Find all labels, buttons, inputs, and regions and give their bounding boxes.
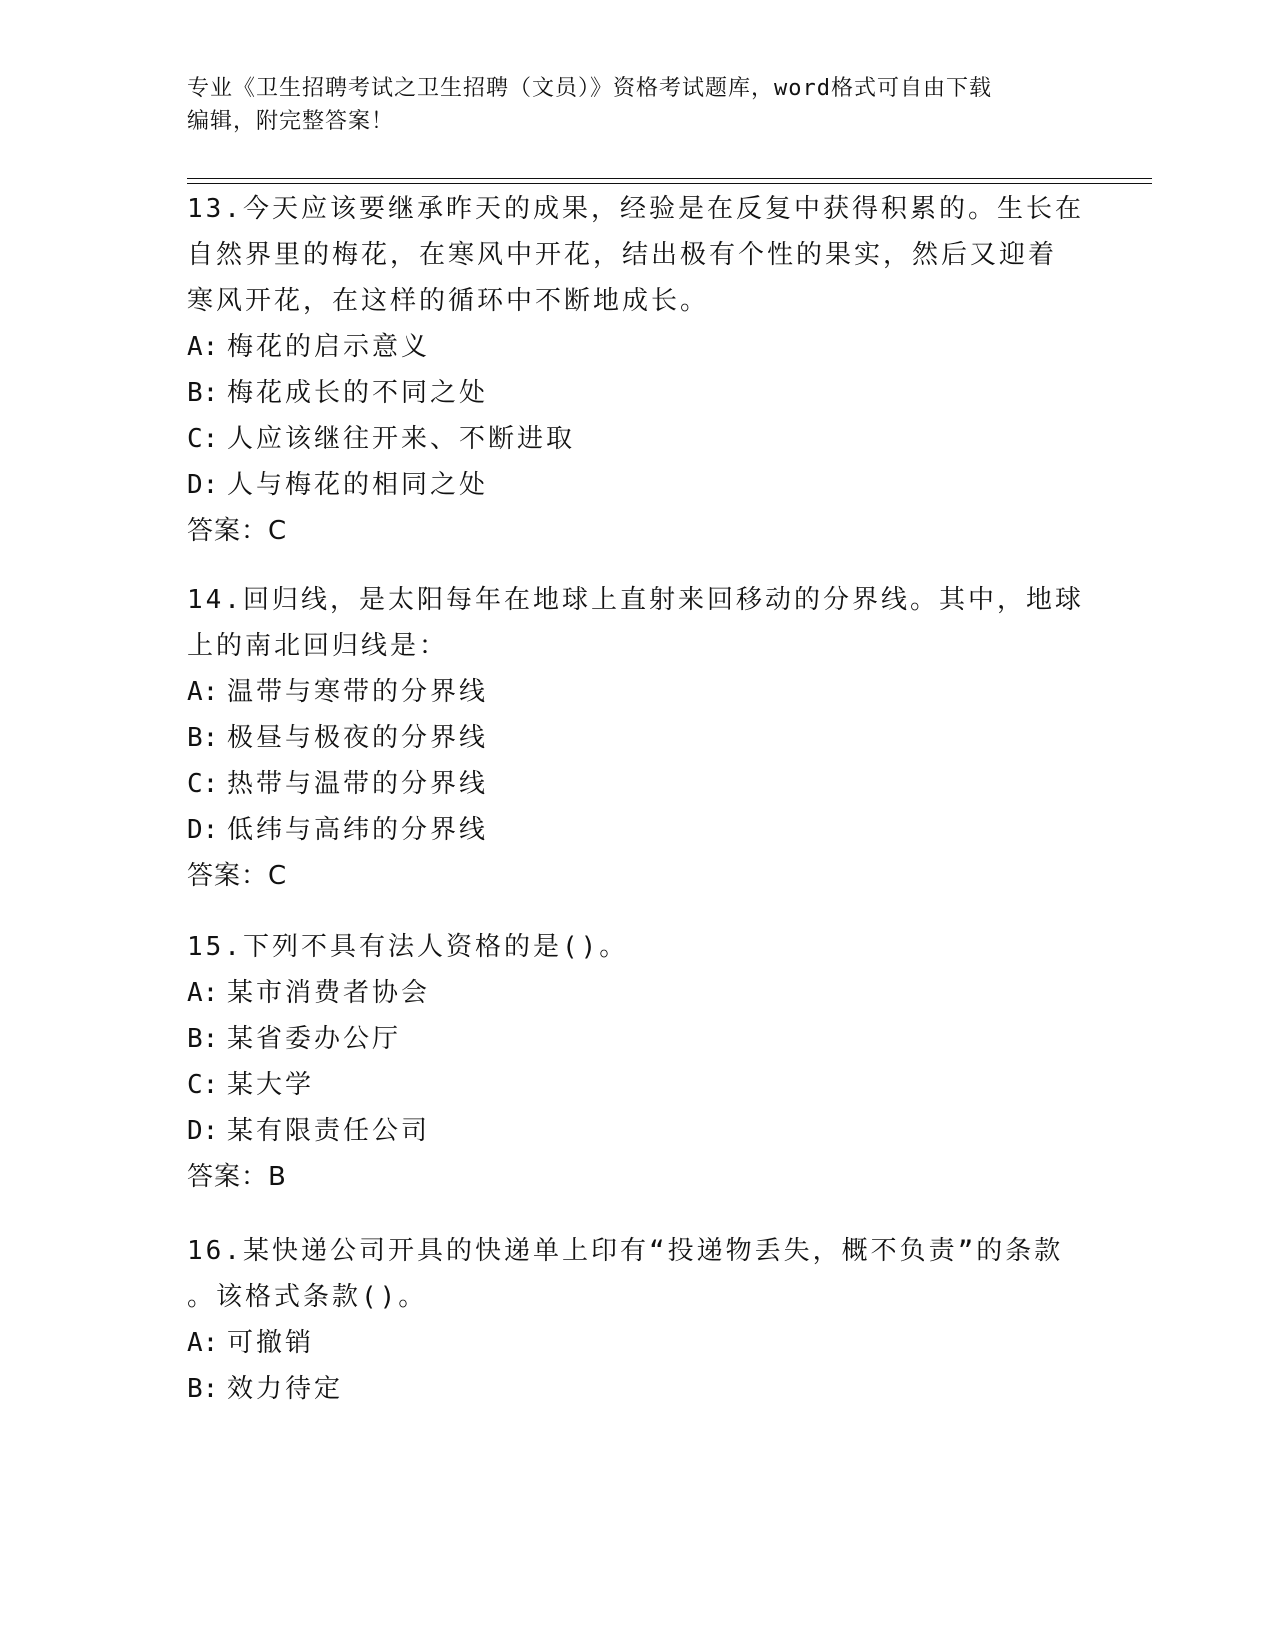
option-text: 某大学 <box>227 1070 315 1100</box>
option-letter: D: <box>187 470 219 500</box>
option-d <box>187 462 1087 508</box>
question-stem-line: 上的南北回归线是： <box>187 631 449 661</box>
option-c <box>187 416 1087 462</box>
option-b <box>187 1366 1087 1412</box>
option-letter: C: <box>187 1070 219 1100</box>
option-text: 极昼与极夜的分界线 <box>227 723 489 753</box>
option-letter: B: <box>187 723 219 753</box>
option-d <box>187 807 1087 853</box>
option-text: 某省委办公厅 <box>227 1024 402 1054</box>
option-letter: C: <box>187 769 219 799</box>
question-13 <box>187 186 1087 554</box>
option-text: 温带与寒带的分界线 <box>227 677 489 707</box>
option-letter: D: <box>187 1116 219 1146</box>
option-a <box>187 970 1087 1016</box>
header-divider-bottom <box>187 183 1152 184</box>
option-letter: B: <box>187 1374 219 1404</box>
option-a <box>187 1320 1087 1366</box>
option-letter: A: <box>187 1328 219 1358</box>
answer-line: 答案：C <box>187 516 288 546</box>
option-b <box>187 1016 1087 1062</box>
question-stem-line: 寒风开花，在这样的循环中不断地成长。 <box>187 286 710 316</box>
option-text: 效力待定 <box>227 1374 344 1404</box>
option-letter: A: <box>187 978 219 1008</box>
option-text: 人应该继往开来、不断进取 <box>227 424 576 454</box>
option-b <box>187 370 1087 416</box>
option-letter: C: <box>187 424 219 454</box>
option-text: 梅花的启示意义 <box>227 332 431 362</box>
option-c <box>187 761 1087 807</box>
question-stem-line: 自然界里的梅花，在寒风中开花，结出极有个性的果实，然后又迎着 <box>187 240 1058 270</box>
option-d <box>187 1108 1087 1154</box>
option-text: 可撤销 <box>227 1328 315 1358</box>
header-line-2: 编辑，附完整答案！ <box>187 109 395 134</box>
option-letter: A: <box>187 332 219 362</box>
option-text: 梅花成长的不同之处 <box>227 378 489 408</box>
header-divider-top <box>187 178 1152 179</box>
option-letter: B: <box>187 378 219 408</box>
option-text: 人与梅花的相同之处 <box>227 470 489 500</box>
option-a <box>187 324 1087 370</box>
question-14 <box>187 577 1087 899</box>
option-c <box>187 1062 1087 1108</box>
question-16 <box>187 1228 1087 1412</box>
question-15 <box>187 924 1087 1200</box>
option-a <box>187 669 1087 715</box>
question-stem-line: 14.回归线，是太阳每年在地球上直射来回移动的分界线。其中，地球 <box>187 585 1084 615</box>
option-text: 低纬与高纬的分界线 <box>227 815 489 845</box>
question-stem-line: 16.某快递公司开具的快递单上印有“投递物丢失，概不负责”的条款 <box>187 1236 1064 1266</box>
question-stem-line: 。该格式条款()。 <box>187 1282 428 1312</box>
question-stem-line: 13.今天应该要继承昨天的成果，经验是在反复中获得积累的。生长在 <box>187 194 1084 224</box>
option-text: 热带与温带的分界线 <box>227 769 489 799</box>
option-text: 某市消费者协会 <box>227 978 431 1008</box>
option-letter: B: <box>187 1024 219 1054</box>
document-header <box>187 72 1067 138</box>
option-letter: A: <box>187 677 219 707</box>
header-line-1: 专业《卫生招聘考试之卫生招聘（文员）》资格考试题库，word格式可自由下载 <box>187 76 992 101</box>
answer-line: 答案：B <box>187 1162 287 1192</box>
option-letter: D: <box>187 815 219 845</box>
answer-line: 答案：C <box>187 861 288 891</box>
option-text: 某有限责任公司 <box>227 1116 431 1146</box>
question-stem-line: 15.下列不具有法人资格的是()。 <box>187 932 629 962</box>
option-b <box>187 715 1087 761</box>
